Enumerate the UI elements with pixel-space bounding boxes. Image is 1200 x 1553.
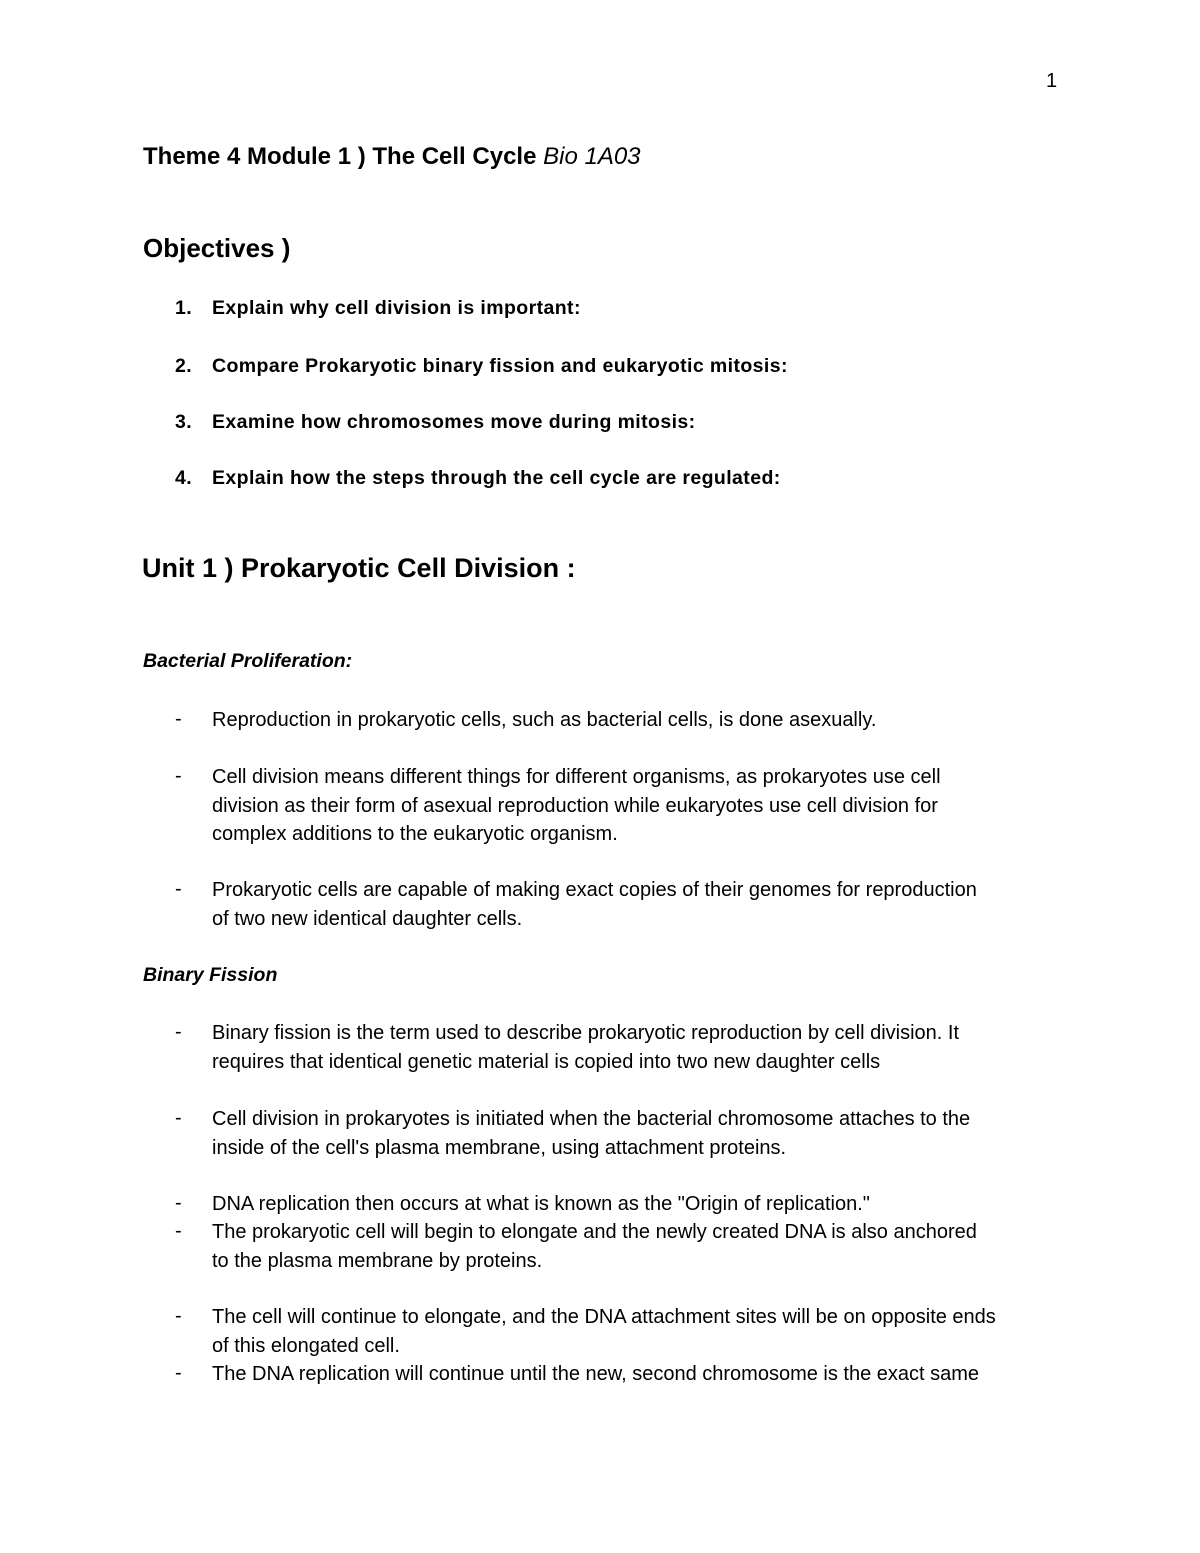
bullet-line: division as their form of asexual reproduction while eukaryotes use cell division for [212,794,938,817]
objective-number: 4. [175,467,193,489]
bullet-text [212,1218,977,1275]
section-heading-binary-fission: Binary Fission [143,964,278,986]
bullet-text [212,1303,996,1360]
bullet-text [212,763,941,849]
bullet-line: inside of the cell's plasma membrane, using attachment proteins. [212,1136,787,1159]
bullet-line: Prokaryotic cells are capable of making exact copies of their genomes for reproduction [212,879,977,901]
objective-number: 1. [175,297,193,319]
bullet-line: of two new identical daughter cells. [212,907,523,930]
bullet-dash: - [175,708,182,730]
bullet-text [212,1360,979,1389]
unit-heading: Unit 1 ) Prokaryotic Cell Division : [142,553,576,583]
bullet-line: Cell division means different things for different organisms, as prokaryotes use cell [212,766,941,788]
bullet-text [212,1105,970,1162]
bullet-dash: - [175,1021,182,1043]
objective-item [175,467,781,490]
bullet-line: to the plasma membrane by proteins. [212,1249,543,1272]
bullet-dash: - [175,878,182,900]
objective-text: Explain how the steps through the cell cycle are regulated: [212,467,781,489]
bullet-text [212,876,977,933]
document-title [143,143,641,171]
bullet-dash: - [175,1220,182,1242]
bullet-dash: - [175,1362,182,1384]
objective-number: 2. [175,355,193,377]
bullet-text [212,1019,959,1076]
bullet-line: The cell will continue to elongate, and the DNA attachment sites will be on opposite ends [212,1306,996,1328]
objective-text: Explain why cell division is important: [212,297,581,319]
section-heading-bacterial-proliferation: Bacterial Proliferation: [143,650,353,672]
bullet-dash: - [175,1107,182,1129]
bullet-line: The prokaryotic cell will begin to elongate and the newly created DNA is also anchored [212,1221,977,1243]
bullet-dash: - [175,1192,182,1214]
objective-number: 3. [175,411,193,433]
objective-text: Compare Prokaryotic binary fission and eukaryotic mitosis: [212,355,788,377]
bullet-line: complex additions to the eukaryotic organism. [212,823,618,846]
page-number: 1 [1046,70,1058,92]
bullet-line: The DNA replication will continue until the new, second chromosome is the exact same [212,1363,980,1385]
bullet-dash: - [175,765,182,787]
bullet-dash: - [175,1305,182,1327]
bullet-line: requires that identical genetic material is copied into two new daughter cells [212,1050,881,1073]
bullet-line: Cell division in prokaryotes is initiated when the bacterial chromosome attaches to the [212,1108,971,1130]
bullet-text [212,706,876,735]
bullet-text [212,1190,870,1219]
objective-item [175,355,788,378]
objective-text: Examine how chromosomes move during mitosis: [212,411,696,433]
bullet-line: DNA replication then occurs at what is known as the "Origin of replication." [212,1193,870,1215]
title-main: Theme 4 Module 1 ) The Cell Cycle [143,143,544,170]
bullet-line: Binary fission is the term used to describe prokaryotic reproduction by cell division. It [212,1022,960,1044]
objective-item [175,297,581,320]
objective-item [175,411,696,434]
course-code: Bio 1A03 [543,143,641,170]
bullet-line: Reproduction in prokaryotic cells, such as bacterial cells, is done asexually. [212,709,877,731]
objectives-heading: Objectives ) [143,233,291,263]
bullet-line: of this elongated cell. [212,1334,400,1357]
